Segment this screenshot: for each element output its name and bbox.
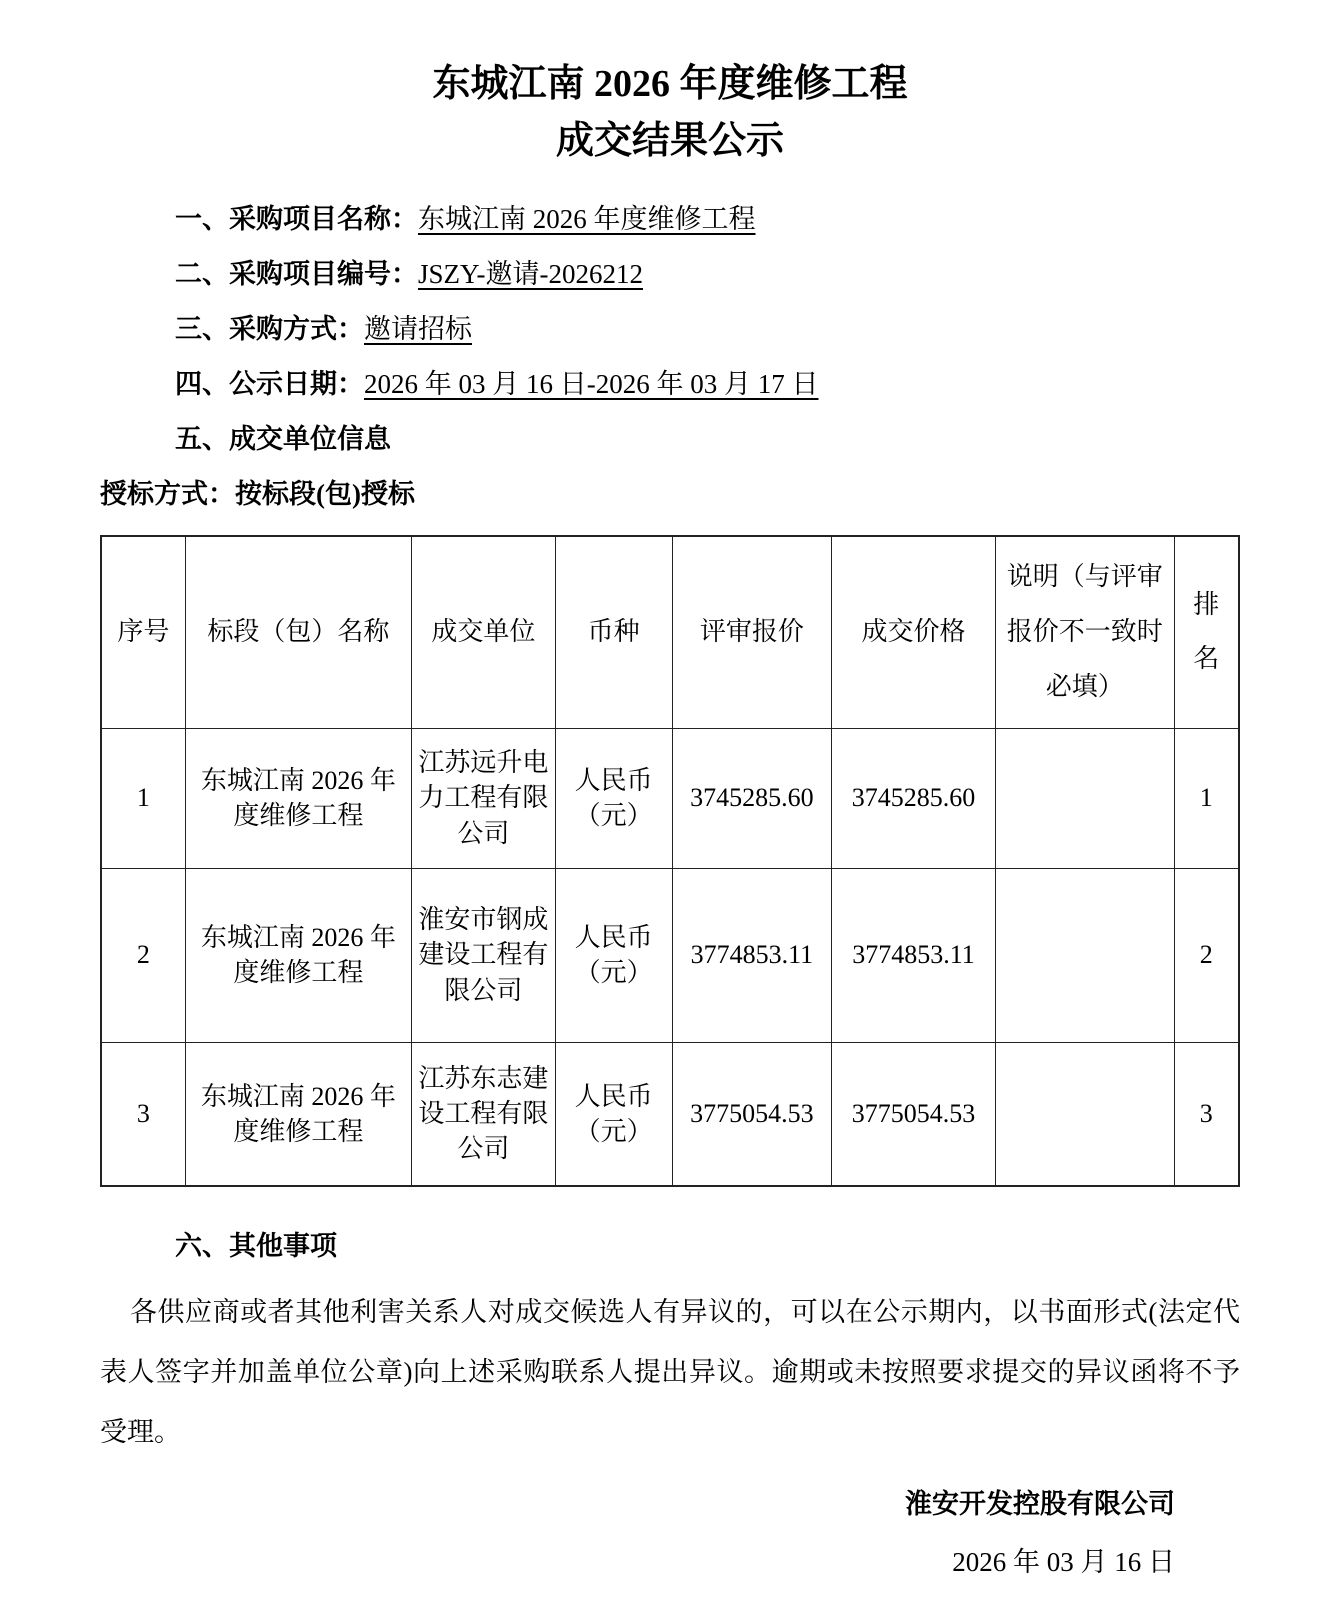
award-results-table [100,535,1240,1187]
signature-block [100,1478,1240,1588]
header-review-price: 评审报价 [672,536,831,728]
cell-review-price: 3774853.11 [672,868,831,1042]
item-project-name [100,192,1240,247]
header-currency: 币种 [555,536,672,728]
cell-deal-price: 3774853.11 [832,868,996,1042]
cell-seq: 3 [101,1042,185,1186]
cell-seq: 1 [101,728,185,868]
item-project-number [100,247,1240,302]
document-title [100,56,1240,170]
document-title-line2: 成交结果公示 [555,120,784,162]
item-procurement-method [100,302,1240,357]
header-note: 说明（与评审报价不一致时必填） [995,536,1174,728]
header-lot-name: 标段（包）名称 [185,536,411,728]
cell-review-price: 3775054.53 [672,1042,831,1186]
item-procurement-method-label: 三、采购方式： [175,314,364,344]
objection-paragraph: 各供应商或者其他利害关系人对成交候选人有异议的，可以在公示期内，以书面形式(法定代表人签字并加盖单位公章)向上述采购联系人提出异议。逾期或未按照要求提交的异议函将不予受理。 [100,1297,1240,1447]
cell-review-price: 3745285.60 [672,728,831,868]
cell-currency: 人民币（元） [555,868,672,1042]
cell-note [995,868,1174,1042]
item-procurement-method-value: 邀请招标 [364,314,472,344]
item-publicity-date-value: 2026 年 03 月 16 日-2026 年 03 月 17 日 [364,369,819,399]
cell-deal-price: 3775054.53 [832,1042,996,1186]
cell-note [995,1042,1174,1186]
award-method-label: 授标方式： [100,479,235,509]
table-header-row [101,536,1239,728]
cell-lot-name: 东城江南 2026 年度维修工程 [185,868,411,1042]
header-deal-price: 成交价格 [832,536,996,728]
numbered-items [100,192,1240,467]
item-winner-info-label: 五、成交单位信息 [175,424,391,454]
award-method-value: 按标段(包)授标 [235,479,415,509]
cell-currency: 人民币（元） [555,728,672,868]
item-project-number-value: JSZY-邀请-2026212 [418,259,644,289]
table-row [101,1042,1239,1186]
cell-note [995,728,1174,868]
cell-vendor: 江苏远升电力工程有限公司 [412,728,555,868]
cell-seq: 2 [101,868,185,1042]
item-project-number-label: 二、采购项目编号： [175,259,418,289]
issue-date: 2026 年 03 月 16 日 [952,1547,1175,1577]
item-winner-info [100,412,1240,467]
item-publicity-date-label: 四、公示日期： [175,369,364,399]
cell-currency: 人民币（元） [555,1042,672,1186]
cell-vendor: 淮安市钢成建设工程有限公司 [412,868,555,1042]
cell-lot-name: 东城江南 2026 年度维修工程 [185,728,411,868]
cell-lot-name: 东城江南 2026 年度维修工程 [185,1042,411,1186]
award-method-line [100,467,1240,522]
cell-vendor: 江苏东志建设工程有限公司 [412,1042,555,1186]
item-publicity-date [100,357,1240,412]
header-rank: 排名 [1174,536,1239,728]
item-project-name-label: 一、采购项目名称： [175,204,418,234]
item-project-name-value: 东城江南 2026 年度维修工程 [418,204,756,234]
header-seq: 序号 [101,536,185,728]
cell-rank: 3 [1174,1042,1239,1186]
document-title-line1: 东城江南 2026 年度维修工程 [432,63,908,105]
table-row [101,868,1239,1042]
cell-rank: 2 [1174,868,1239,1042]
header-vendor: 成交单位 [412,536,555,728]
cell-rank: 1 [1174,728,1239,868]
cell-deal-price: 3745285.60 [832,728,996,868]
table-row [101,728,1239,868]
other-matters-heading: 六、其他事项 [175,1231,337,1261]
issuer-name: 淮安开发控股有限公司 [905,1489,1175,1519]
